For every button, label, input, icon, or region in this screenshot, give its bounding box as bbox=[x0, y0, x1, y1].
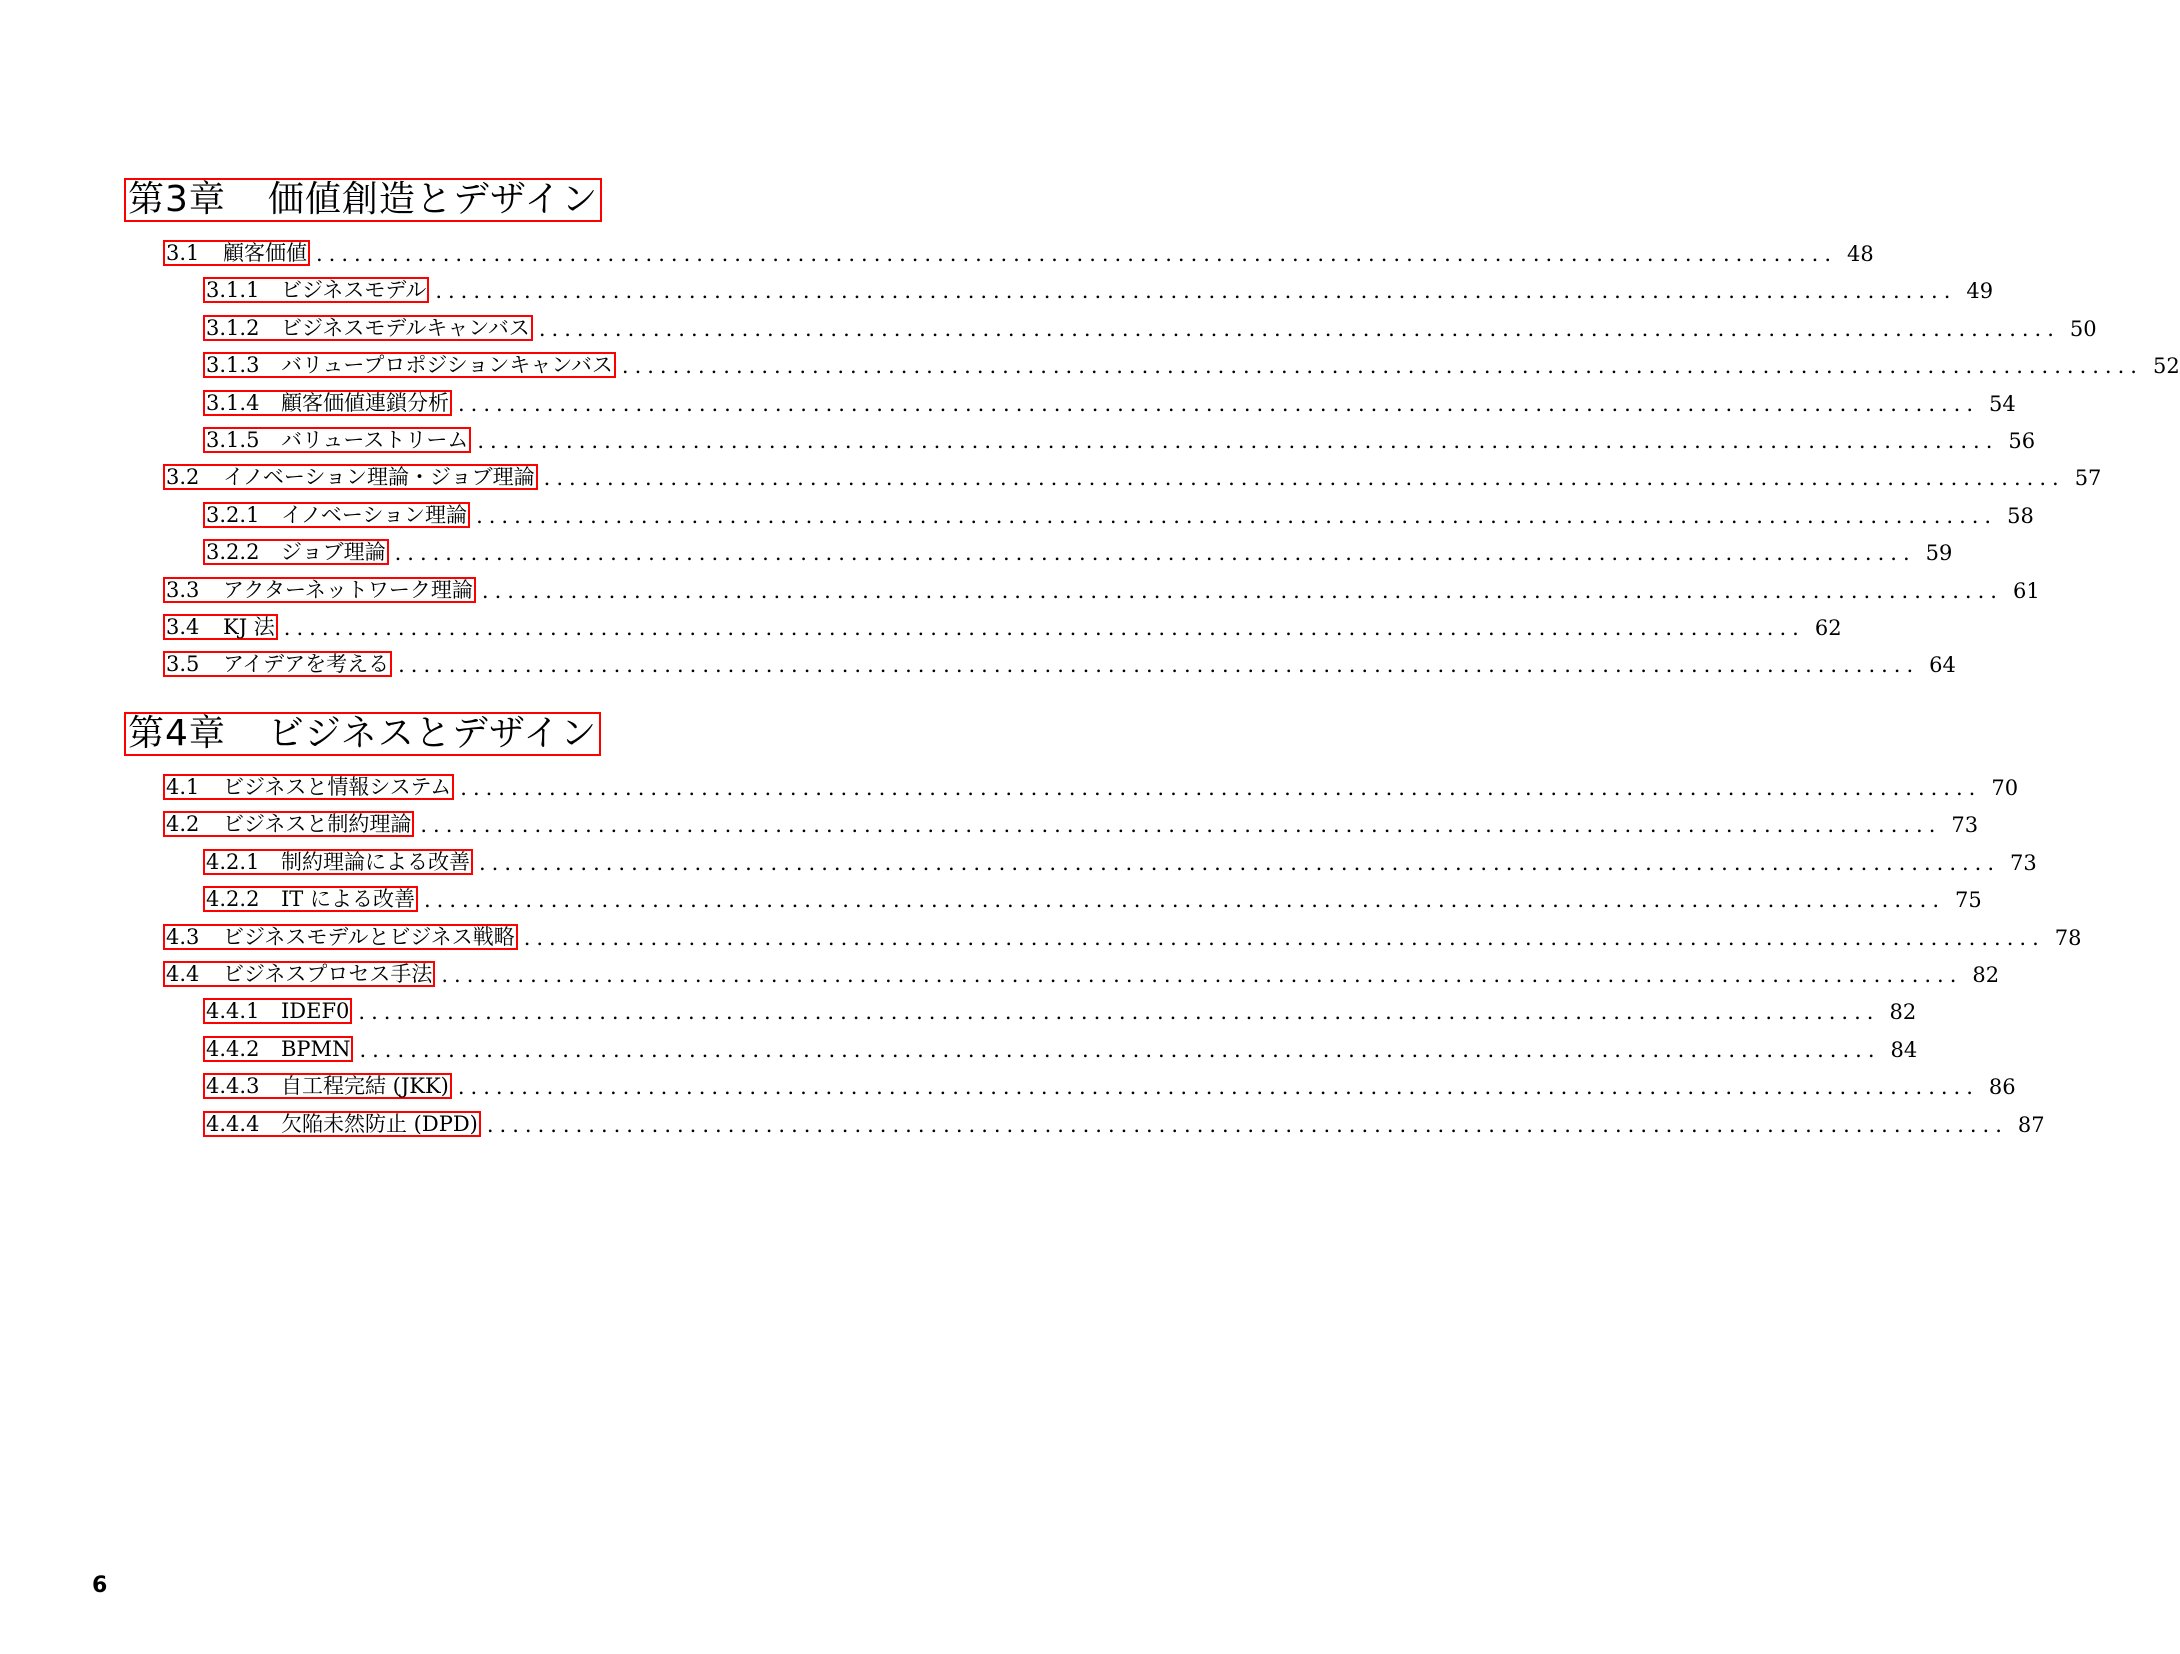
toc-entry-link[interactable] bbox=[203, 315, 533, 341]
toc-section-entry bbox=[163, 651, 1956, 677]
section-title: BPMN bbox=[281, 1037, 351, 1061]
section-number: 4.1 bbox=[166, 775, 200, 799]
toc-entry-link[interactable] bbox=[163, 240, 310, 266]
toc-subsection-entry bbox=[203, 998, 1917, 1024]
toc-entry-link[interactable] bbox=[203, 390, 452, 416]
toc-page-number: 52 bbox=[2152, 354, 2180, 378]
section-title: ビジネスモデルとビジネス戦略 bbox=[223, 925, 515, 949]
toc-page-number: 73 bbox=[2010, 851, 2037, 875]
toc-subsection-entry bbox=[203, 849, 2037, 875]
toc-entry-link[interactable] bbox=[203, 427, 471, 453]
section-title: ビジネスモデル bbox=[281, 278, 427, 302]
section-number: 4.4.4 bbox=[206, 1112, 260, 1136]
toc-subsection-entry bbox=[203, 1036, 1918, 1062]
toc-entry-link[interactable] bbox=[203, 502, 470, 528]
section-title: 制約理論による改善 bbox=[281, 850, 470, 874]
section-title: ビジネスモデルキャンバス bbox=[281, 316, 530, 340]
dot-leader: ........................................................................................................................ bbox=[458, 392, 1980, 416]
toc-subsection-entry bbox=[203, 1111, 2045, 1137]
toc-section-entry bbox=[163, 240, 1874, 266]
dot-leader: ........................................................................................................................ bbox=[358, 1000, 1880, 1024]
section-number: 3.1 bbox=[166, 241, 200, 265]
toc-entry-link[interactable] bbox=[203, 998, 352, 1024]
section-number: 3.2.2 bbox=[206, 540, 260, 564]
section-title: イノベーション理論 bbox=[281, 503, 468, 527]
toc-page-number: 70 bbox=[1991, 776, 2019, 800]
section-number: 3.2.1 bbox=[206, 503, 260, 527]
dot-leader: ........................................................................................................................ bbox=[523, 926, 2045, 950]
dot-leader: ........................................................................................................................ bbox=[543, 466, 2065, 490]
section-title: 顧客価値連鎖分析 bbox=[281, 391, 449, 415]
dot-leader: ........................................................................................................................ bbox=[486, 1113, 2008, 1137]
section-number: 4.4.3 bbox=[206, 1074, 260, 1098]
toc-section-entry bbox=[163, 961, 2000, 987]
section-title: 自工程完結 (JKK) bbox=[281, 1074, 449, 1098]
dot-leader: ........................................................................................................................ bbox=[621, 354, 2143, 378]
toc-subsection-entry bbox=[203, 277, 1994, 303]
section-title: IT による改善 bbox=[281, 887, 415, 911]
toc-section-entry bbox=[163, 614, 1842, 640]
section-title: アイデアを考える bbox=[223, 652, 390, 676]
toc-page-number: 78 bbox=[2054, 926, 2082, 950]
chapter-heading[interactable] bbox=[124, 178, 602, 222]
dot-leader: ........................................................................................................................ bbox=[398, 653, 1920, 677]
toc-page-number: 59 bbox=[1925, 541, 1953, 565]
toc-entry-link[interactable] bbox=[163, 961, 435, 987]
dot-leader: ........................................................................................................................ bbox=[538, 317, 2060, 341]
dot-leader: ........................................................................................................................ bbox=[477, 429, 1999, 453]
toc-entry-link[interactable] bbox=[163, 811, 414, 837]
section-title: ビジネスと制約理論 bbox=[223, 812, 412, 836]
toc-entry-link[interactable] bbox=[203, 849, 473, 875]
toc-page-number: 62 bbox=[1814, 616, 1842, 640]
toc-entry-link[interactable] bbox=[163, 614, 278, 640]
toc-section-entry bbox=[163, 811, 1979, 837]
toc-entry-link[interactable] bbox=[203, 539, 389, 565]
section-title: KJ 法 bbox=[223, 615, 275, 639]
toc-subsection-entry bbox=[203, 1073, 2016, 1099]
section-number: 3.5 bbox=[166, 652, 200, 676]
toc-page-number: 50 bbox=[2069, 317, 2097, 341]
dot-leader: ........................................................................................................................ bbox=[441, 963, 1963, 987]
toc-page-number: 57 bbox=[2074, 466, 2102, 490]
section-number: 3.2 bbox=[166, 465, 200, 489]
section-title: ジョブ理論 bbox=[281, 540, 386, 564]
section-number: 3.1.3 bbox=[206, 353, 260, 377]
dot-leader: ........................................................................................................................ bbox=[435, 279, 1957, 303]
toc-subsection-entry bbox=[203, 886, 1982, 912]
section-title: ビジネスプロセス手法 bbox=[223, 962, 433, 986]
toc-page-number: 48 bbox=[1847, 242, 1874, 266]
section-number: 4.2.2 bbox=[206, 887, 260, 911]
section-number: 4.4.2 bbox=[206, 1037, 260, 1061]
dot-leader: ........................................................................................................................ bbox=[457, 1075, 1979, 1099]
toc-section-entry bbox=[163, 577, 2040, 603]
toc-page-number: 49 bbox=[1966, 279, 1994, 303]
toc-page-number: 82 bbox=[1889, 1000, 1917, 1024]
chapter-number: 第3章 bbox=[128, 179, 226, 220]
section-title: バリュープロポジションキャンバス bbox=[281, 353, 613, 377]
page-number: 6 bbox=[92, 1573, 108, 1598]
dot-leader: ........................................................................................................................ bbox=[283, 616, 1805, 640]
dot-leader: ........................................................................................................................ bbox=[481, 579, 2003, 603]
toc-page-number: 73 bbox=[1951, 813, 1979, 837]
toc-page-number: 86 bbox=[1988, 1075, 2016, 1099]
section-title: アクターネットワーク理論 bbox=[223, 578, 473, 602]
toc-entry-link[interactable] bbox=[203, 886, 418, 912]
toc-page-number: 58 bbox=[2007, 504, 2034, 528]
toc-page-number: 84 bbox=[1890, 1038, 1918, 1062]
section-number: 3.3 bbox=[166, 578, 200, 602]
toc-entry-link[interactable] bbox=[163, 577, 476, 603]
toc-entry-link[interactable] bbox=[203, 1073, 452, 1099]
toc-entry-link[interactable] bbox=[163, 464, 538, 490]
dot-leader: ........................................................................................................................ bbox=[479, 851, 2001, 875]
section-number: 3.1.5 bbox=[206, 428, 260, 452]
toc-subsection-entry bbox=[203, 502, 2034, 528]
toc-page-number: 87 bbox=[2017, 1113, 2045, 1137]
section-title: IDEF0 bbox=[281, 999, 350, 1023]
toc-page-number: 64 bbox=[1929, 653, 1956, 677]
toc-entry-link[interactable] bbox=[203, 1111, 481, 1137]
toc-subsection-entry bbox=[203, 427, 2036, 453]
section-title: バリューストリーム bbox=[281, 428, 469, 452]
toc-entry-link[interactable] bbox=[163, 924, 518, 950]
toc-page-number: 54 bbox=[1989, 392, 2016, 416]
chapter-number: 第4章 bbox=[128, 713, 226, 754]
toc-page-number: 82 bbox=[1972, 963, 2000, 987]
toc-page-number: 56 bbox=[2008, 429, 2036, 453]
toc-subsection-entry bbox=[203, 539, 1953, 565]
section-title: 顧客価値 bbox=[223, 241, 307, 265]
toc-entry-link[interactable] bbox=[203, 352, 616, 378]
section-number: 3.4 bbox=[166, 615, 200, 639]
chapter-title: ビジネスとデザイン bbox=[267, 713, 598, 754]
section-number: 4.2 bbox=[166, 812, 200, 836]
toc-subsection-entry bbox=[203, 390, 2016, 416]
section-number: 4.4 bbox=[166, 962, 200, 986]
section-title: ビジネスと情報システム bbox=[223, 775, 452, 799]
dot-leader: ........................................................................................................................ bbox=[476, 504, 1998, 528]
toc-section-entry bbox=[163, 774, 2019, 800]
toc-entry-link[interactable] bbox=[203, 277, 429, 303]
chapter-title: 価値創造とデザイン bbox=[267, 179, 599, 220]
section-number: 3.1.2 bbox=[206, 316, 260, 340]
section-number: 4.4.1 bbox=[206, 999, 260, 1023]
section-number: 3.1.4 bbox=[206, 391, 260, 415]
chapter-heading[interactable] bbox=[124, 712, 601, 756]
toc-section-entry bbox=[163, 924, 2082, 950]
section-number: 4.2.1 bbox=[206, 850, 260, 874]
section-number: 4.3 bbox=[166, 925, 200, 949]
dot-leader: ........................................................................................................................ bbox=[460, 776, 1982, 800]
dot-leader: ........................................................................................................................ bbox=[359, 1038, 1881, 1062]
toc-page-number: 61 bbox=[2012, 579, 2040, 603]
toc-section-entry bbox=[163, 464, 2102, 490]
toc-page-number: 75 bbox=[1955, 888, 1982, 912]
dot-leader: ........................................................................................................................ bbox=[423, 888, 1946, 912]
section-title: イノベーション理論・ジョブ理論 bbox=[223, 465, 535, 489]
toc-entry-link[interactable] bbox=[163, 774, 454, 800]
section-number: 3.1.1 bbox=[206, 278, 260, 302]
section-title: 欠陥未然防止 (DPD) bbox=[281, 1112, 478, 1136]
toc-subsection-entry bbox=[203, 352, 2180, 378]
dot-leader: ........................................................................................................................ bbox=[316, 242, 1838, 266]
dot-leader: ........................................................................................................................ bbox=[420, 813, 1942, 837]
toc-entry-link[interactable] bbox=[163, 651, 392, 677]
toc-subsection-entry bbox=[203, 315, 2097, 341]
toc-entry-link[interactable] bbox=[203, 1036, 353, 1062]
dot-leader: ........................................................................................................................ bbox=[394, 541, 1916, 565]
